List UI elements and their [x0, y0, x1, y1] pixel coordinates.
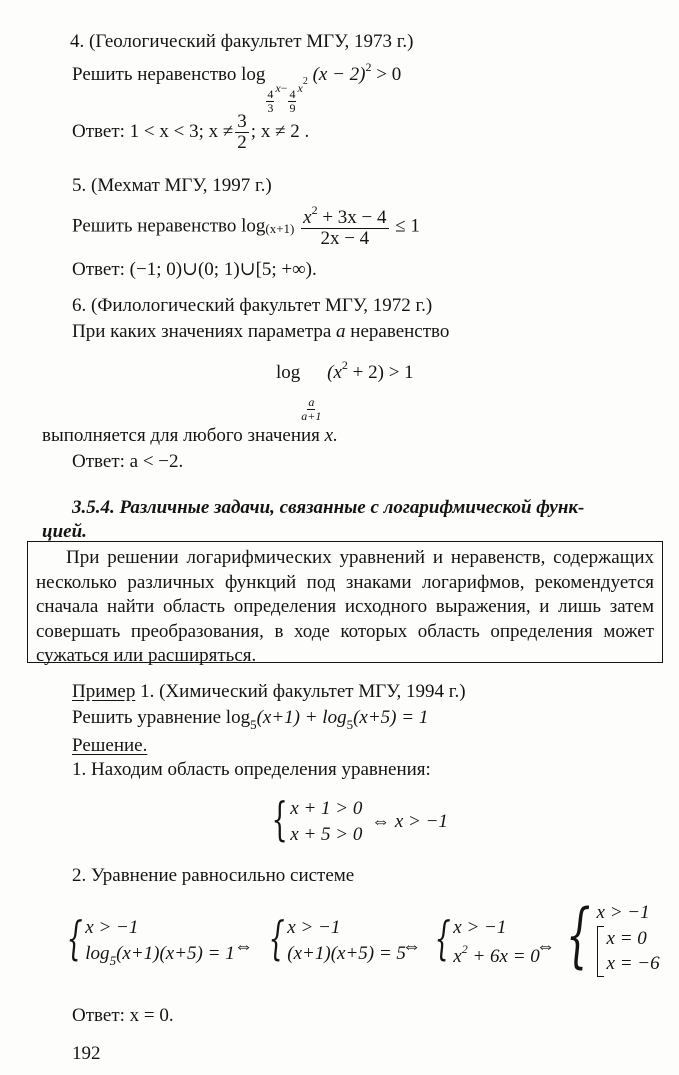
base-den: a+1	[301, 408, 322, 423]
sys1-row-2	[85, 941, 234, 970]
continuation-var: x.	[324, 425, 338, 446]
section-title-line1: 3.5.4. Различные задачи, связанные с логарифмической функ-	[72, 497, 585, 518]
note-box	[27, 541, 663, 666]
sys1-rest: (x+1)(x+5) = 1	[116, 942, 235, 964]
example-answer: Ответ: x = 0.	[72, 1005, 174, 1026]
section-title-line2: цией.	[42, 521, 87, 542]
sys3-row-1: x > −1	[453, 917, 507, 938]
solution-step-2: 2. Уравнение равносильно системе	[72, 865, 355, 886]
problem-4-inequality	[241, 60, 402, 115]
param-a: a	[336, 321, 346, 342]
example-header	[72, 680, 466, 704]
question-suffix: неравенство	[350, 321, 450, 342]
eq-log1: log	[225, 707, 251, 728]
left-brace-symbol: {	[271, 792, 288, 846]
domain-brace	[265, 792, 363, 847]
sys2-row-1: x > −1	[287, 917, 341, 938]
base-x1: x	[275, 81, 281, 95]
frac-denominator: 2x − 4	[320, 227, 370, 249]
example-task	[72, 706, 428, 733]
sys3-pow: 2	[461, 941, 468, 956]
problem-6-inequality	[276, 358, 414, 422]
log-argument: (x − 2)	[312, 64, 366, 85]
eq-part-b: (x+1) + log	[256, 707, 347, 728]
square-bracket-symbol	[597, 926, 604, 977]
sys4-row-3: x = −6	[606, 953, 660, 975]
answer-part-b: ; x ≠ 2 .	[250, 120, 310, 142]
note-text: При решении логарифмических уравнений и неравенств, содержащих несколько различных функций под знаками логарифмов, рекомендуется сначала найти область определения исходного выражения, и лишь затем совершать преобразования, в ходе которых область определения может сужаться или расширяться.	[36, 547, 654, 666]
log-argument-frac	[301, 204, 388, 249]
log-symbol: log	[241, 64, 266, 85]
arg-pow: 2	[341, 358, 348, 372]
system-4-rows	[597, 900, 660, 977]
argument-power: 2	[365, 60, 372, 74]
problem-5-task	[72, 204, 420, 249]
sys4-bracket-group	[597, 926, 660, 977]
eq-part-c: (x+5) = 1	[353, 707, 429, 728]
log-base-frac-b	[288, 88, 296, 114]
log-base-frac-a	[266, 88, 274, 114]
sys4-row-1: x > −1	[596, 902, 650, 923]
question-prefix: При каких значениях параметра	[72, 321, 332, 342]
problem-6-continuation	[42, 424, 338, 448]
base-num: a	[308, 395, 315, 409]
domain-rows	[290, 796, 362, 847]
base-frac-b-num: 4	[289, 87, 296, 101]
sys1-row-1: x > −1	[85, 917, 139, 938]
domain-result: ⇔ x > −1	[371, 810, 448, 832]
log-base: (x+1)	[265, 220, 295, 236]
iff-2: ⇔	[402, 936, 421, 957]
example-task-prefix: Решить уравнение	[72, 707, 222, 728]
system-3-brace	[428, 911, 540, 969]
problem-5-header: 5. (Мехмат МГУ, 1997 г.)	[72, 175, 272, 196]
answer-frac-num: 3	[237, 111, 247, 132]
sys4-row-2: x = 0	[606, 927, 647, 949]
system-1	[60, 911, 235, 969]
problem-4-header: 4. (Геологический факультет МГУ, 1973 г.)	[70, 31, 414, 52]
domain-row-2: x + 5 > 0	[290, 823, 363, 845]
system-1-brace	[60, 911, 235, 969]
answer-label: Ответ:	[72, 120, 125, 142]
left-brace-symbol: {	[566, 894, 591, 976]
answer-frac	[235, 112, 249, 153]
problem-4-task-prefix: Решить неравенство	[72, 64, 237, 85]
system-1-rows	[85, 915, 234, 969]
base-minus: −	[280, 81, 288, 95]
iff-1: ⇔	[234, 936, 253, 957]
sys2-row-2: (x+1)(x+5) = 5	[287, 942, 406, 964]
answer-frac-den: 2	[237, 131, 247, 153]
system-3	[428, 911, 540, 969]
num-x: x	[303, 207, 312, 228]
problem-5-answer: Ответ: (−1; 0)∪(0; 1)∪[5; +∞).	[72, 259, 317, 280]
num-pow: 2	[311, 203, 318, 217]
base-frac-a-num: 4	[267, 87, 274, 101]
eq-base1: 5	[250, 717, 257, 732]
problem-4-task	[72, 60, 401, 114]
left-brace-symbol: {	[268, 911, 285, 965]
problem-6-answer: Ответ: a < −2.	[72, 451, 184, 472]
left-brace-symbol: {	[434, 911, 451, 965]
system-4-brace	[556, 894, 660, 977]
base-frac-b-den: 9	[289, 100, 296, 115]
page-number: 192	[72, 1043, 101, 1064]
log-symbol: log	[276, 362, 301, 383]
system-4	[556, 894, 660, 977]
iff-3: ⇔	[536, 936, 555, 957]
system-2-brace	[262, 911, 406, 966]
log-symbol: log	[241, 215, 266, 237]
solution-step-1: 1. Находим область определения уравнения:	[72, 759, 431, 780]
problem-6-question	[72, 320, 449, 344]
example-header-rest: 1. (Химический факультет МГУ, 1994 г.)	[135, 681, 466, 702]
sys1-log: log	[85, 942, 110, 964]
arg-part-b: + 2) > 1	[347, 362, 414, 383]
base-x2: x	[297, 81, 303, 95]
left-brace-symbol: {	[66, 911, 83, 965]
continuation-prefix: выполняется для любого значения	[42, 425, 320, 446]
domain-system	[265, 792, 448, 847]
arg-part-a: (x	[327, 362, 342, 383]
problem-6-header: 6. (Филологический факультет МГУ, 1972 г.)	[72, 295, 433, 316]
sys4-bracket-rows	[607, 926, 660, 977]
system-2-rows	[287, 915, 406, 966]
eq-base2: 5	[346, 717, 354, 732]
sys3-row-2	[453, 941, 540, 970]
num-rest: + 3x − 4	[317, 207, 387, 228]
example-equation	[225, 707, 429, 732]
log-base-frac	[301, 396, 321, 422]
solution-label: Решение.	[72, 735, 148, 756]
sys3-x: x	[453, 945, 462, 967]
answer-part-a: 1 < x < 3; x ≠	[129, 120, 234, 142]
system-3-rows	[453, 915, 540, 969]
example-label: Пример	[72, 681, 136, 702]
problem-5-task-prefix: Решить неравенство	[72, 215, 237, 237]
problem-4-answer	[72, 112, 309, 153]
base-frac-a-den: 3	[267, 100, 274, 115]
inequality-relation: ≤ 1	[395, 215, 420, 237]
sys3-rest: + 6x = 0	[467, 945, 540, 967]
sys1-base: 5	[109, 952, 117, 968]
frac-numerator	[301, 204, 388, 229]
domain-row-1: x + 1 > 0	[290, 798, 363, 819]
system-2	[262, 911, 406, 966]
inequality-relation: > 0	[376, 64, 402, 85]
base-pow: 2	[302, 76, 308, 87]
